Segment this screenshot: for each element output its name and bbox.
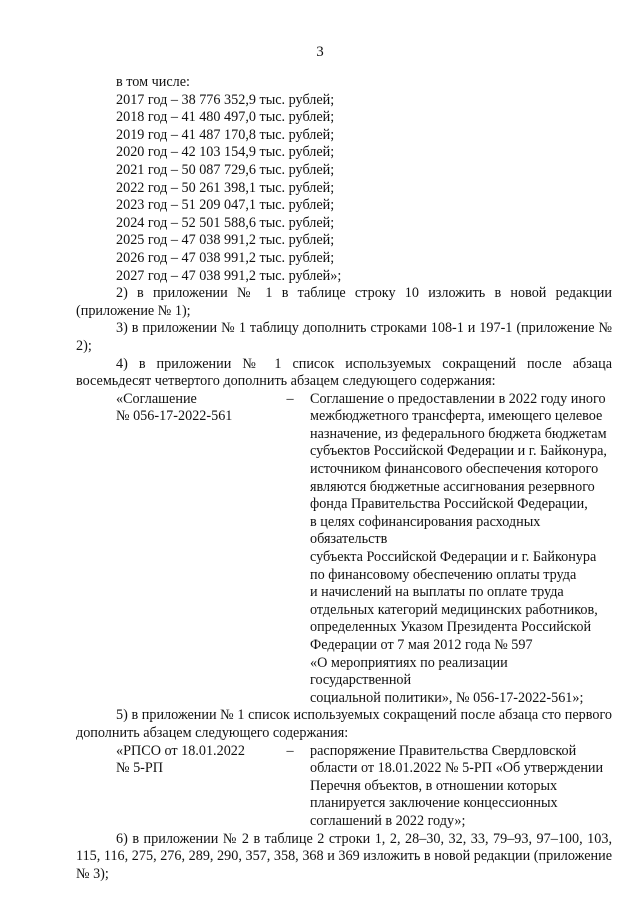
year-list xyxy=(76,92,612,286)
year-line: 2021 год – 50 087 729,6 тыс. рублей; xyxy=(116,161,335,178)
definition-description: Соглашение о предоставлении в 2022 году иного межбюджетного трансферта, имеющего целевое назначение, из федерального бюджета бюджетам субъектов Российской Федерации и г. Байконура, источником финансового обеспечения которого являются бюджетные ассигнования резервного фонда Правительства Российской Федерации, в целях софинансирования расходных обязательств субъекта Российской Федерации и г. Байконура по финансовому обеспечению оплаты труда и начислений на выплаты по оплате труда отдельных категорий медицинских работников, определенных Указом Президента Российской Федерации от 7 мая 2012 года № 597 «О мероприятиях по реализации государственной социальной политики», № 056-17-2022-561»; xyxy=(310,390,607,706)
intro-line: в том числе: xyxy=(116,74,190,90)
year-line: 2017 год – 38 776 352,9 тыс. рублей; xyxy=(116,91,335,108)
definition-soglashenie xyxy=(76,391,612,708)
year-line: 2018 год – 41 480 497,0 тыс. рублей; xyxy=(116,109,335,126)
year-line: 2027 год – 47 038 991,2 тыс. рублей»; xyxy=(116,267,342,284)
item-5-paragraph: 5) в приложении № 1 список используемых сокращений после абзаца сто первого дополнить абзацем следующего содержания: xyxy=(76,707,612,741)
item-4-paragraph: 4) в приложении № 1 список используемых сокращений после абзаца восемьдесят четвертого дополнить абзацем следующего содержания: xyxy=(76,355,612,390)
year-line: 2019 год – 41 487 170,8 тыс. рублей; xyxy=(116,126,335,143)
definition-dash: – xyxy=(286,742,294,759)
definition-dash: – xyxy=(286,390,294,407)
definition-rpso xyxy=(76,743,612,831)
year-line: 2025 год – 47 038 991,2 тыс. рублей; xyxy=(116,232,335,249)
document-body xyxy=(76,74,612,883)
year-line: 2024 год – 52 501 588,6 тыс. рублей; xyxy=(116,214,335,231)
year-line: 2022 год – 50 261 398,1 тыс. рублей; xyxy=(116,179,335,196)
definition-term: «РПСО от 18.01.2022 № 5-РП xyxy=(116,742,245,777)
year-line: 2026 год – 47 038 991,2 тыс. рублей; xyxy=(116,249,335,266)
item-2-paragraph: 2) в приложении № 1 в таблице строку 10 изложить в новой редакции (приложение № 1); xyxy=(76,285,612,319)
item-3-paragraph: 3) в приложении № 1 таблицу дополнить строками 108-1 и 197-1 (приложение № 2); xyxy=(76,320,612,354)
year-line: 2023 год – 51 209 047,1 тыс. рублей; xyxy=(116,197,335,214)
item-6-paragraph: 6) в приложении № 2 в таблице 2 строки 1, 2, 28–30, 32, 33, 79–93, 97–100, 103, 115, 116, 275, 276, 289, 290, 357, 358, 368 и 369 изложить в новой редакции (приложение № 3); xyxy=(76,830,612,882)
year-line: 2020 год – 42 103 154,9 тыс. рублей; xyxy=(116,144,335,161)
definition-description: распоряжение Правительства Свердловской области от 18.01.2022 № 5-РП «Об утверждении Перечня объектов, в отношении которых планируется заключение концессионных соглашений в 2022 году»; xyxy=(310,742,604,829)
page-number: 3 xyxy=(316,44,324,60)
definition-term: «Соглашение № 056-17-2022-561 xyxy=(116,390,233,425)
